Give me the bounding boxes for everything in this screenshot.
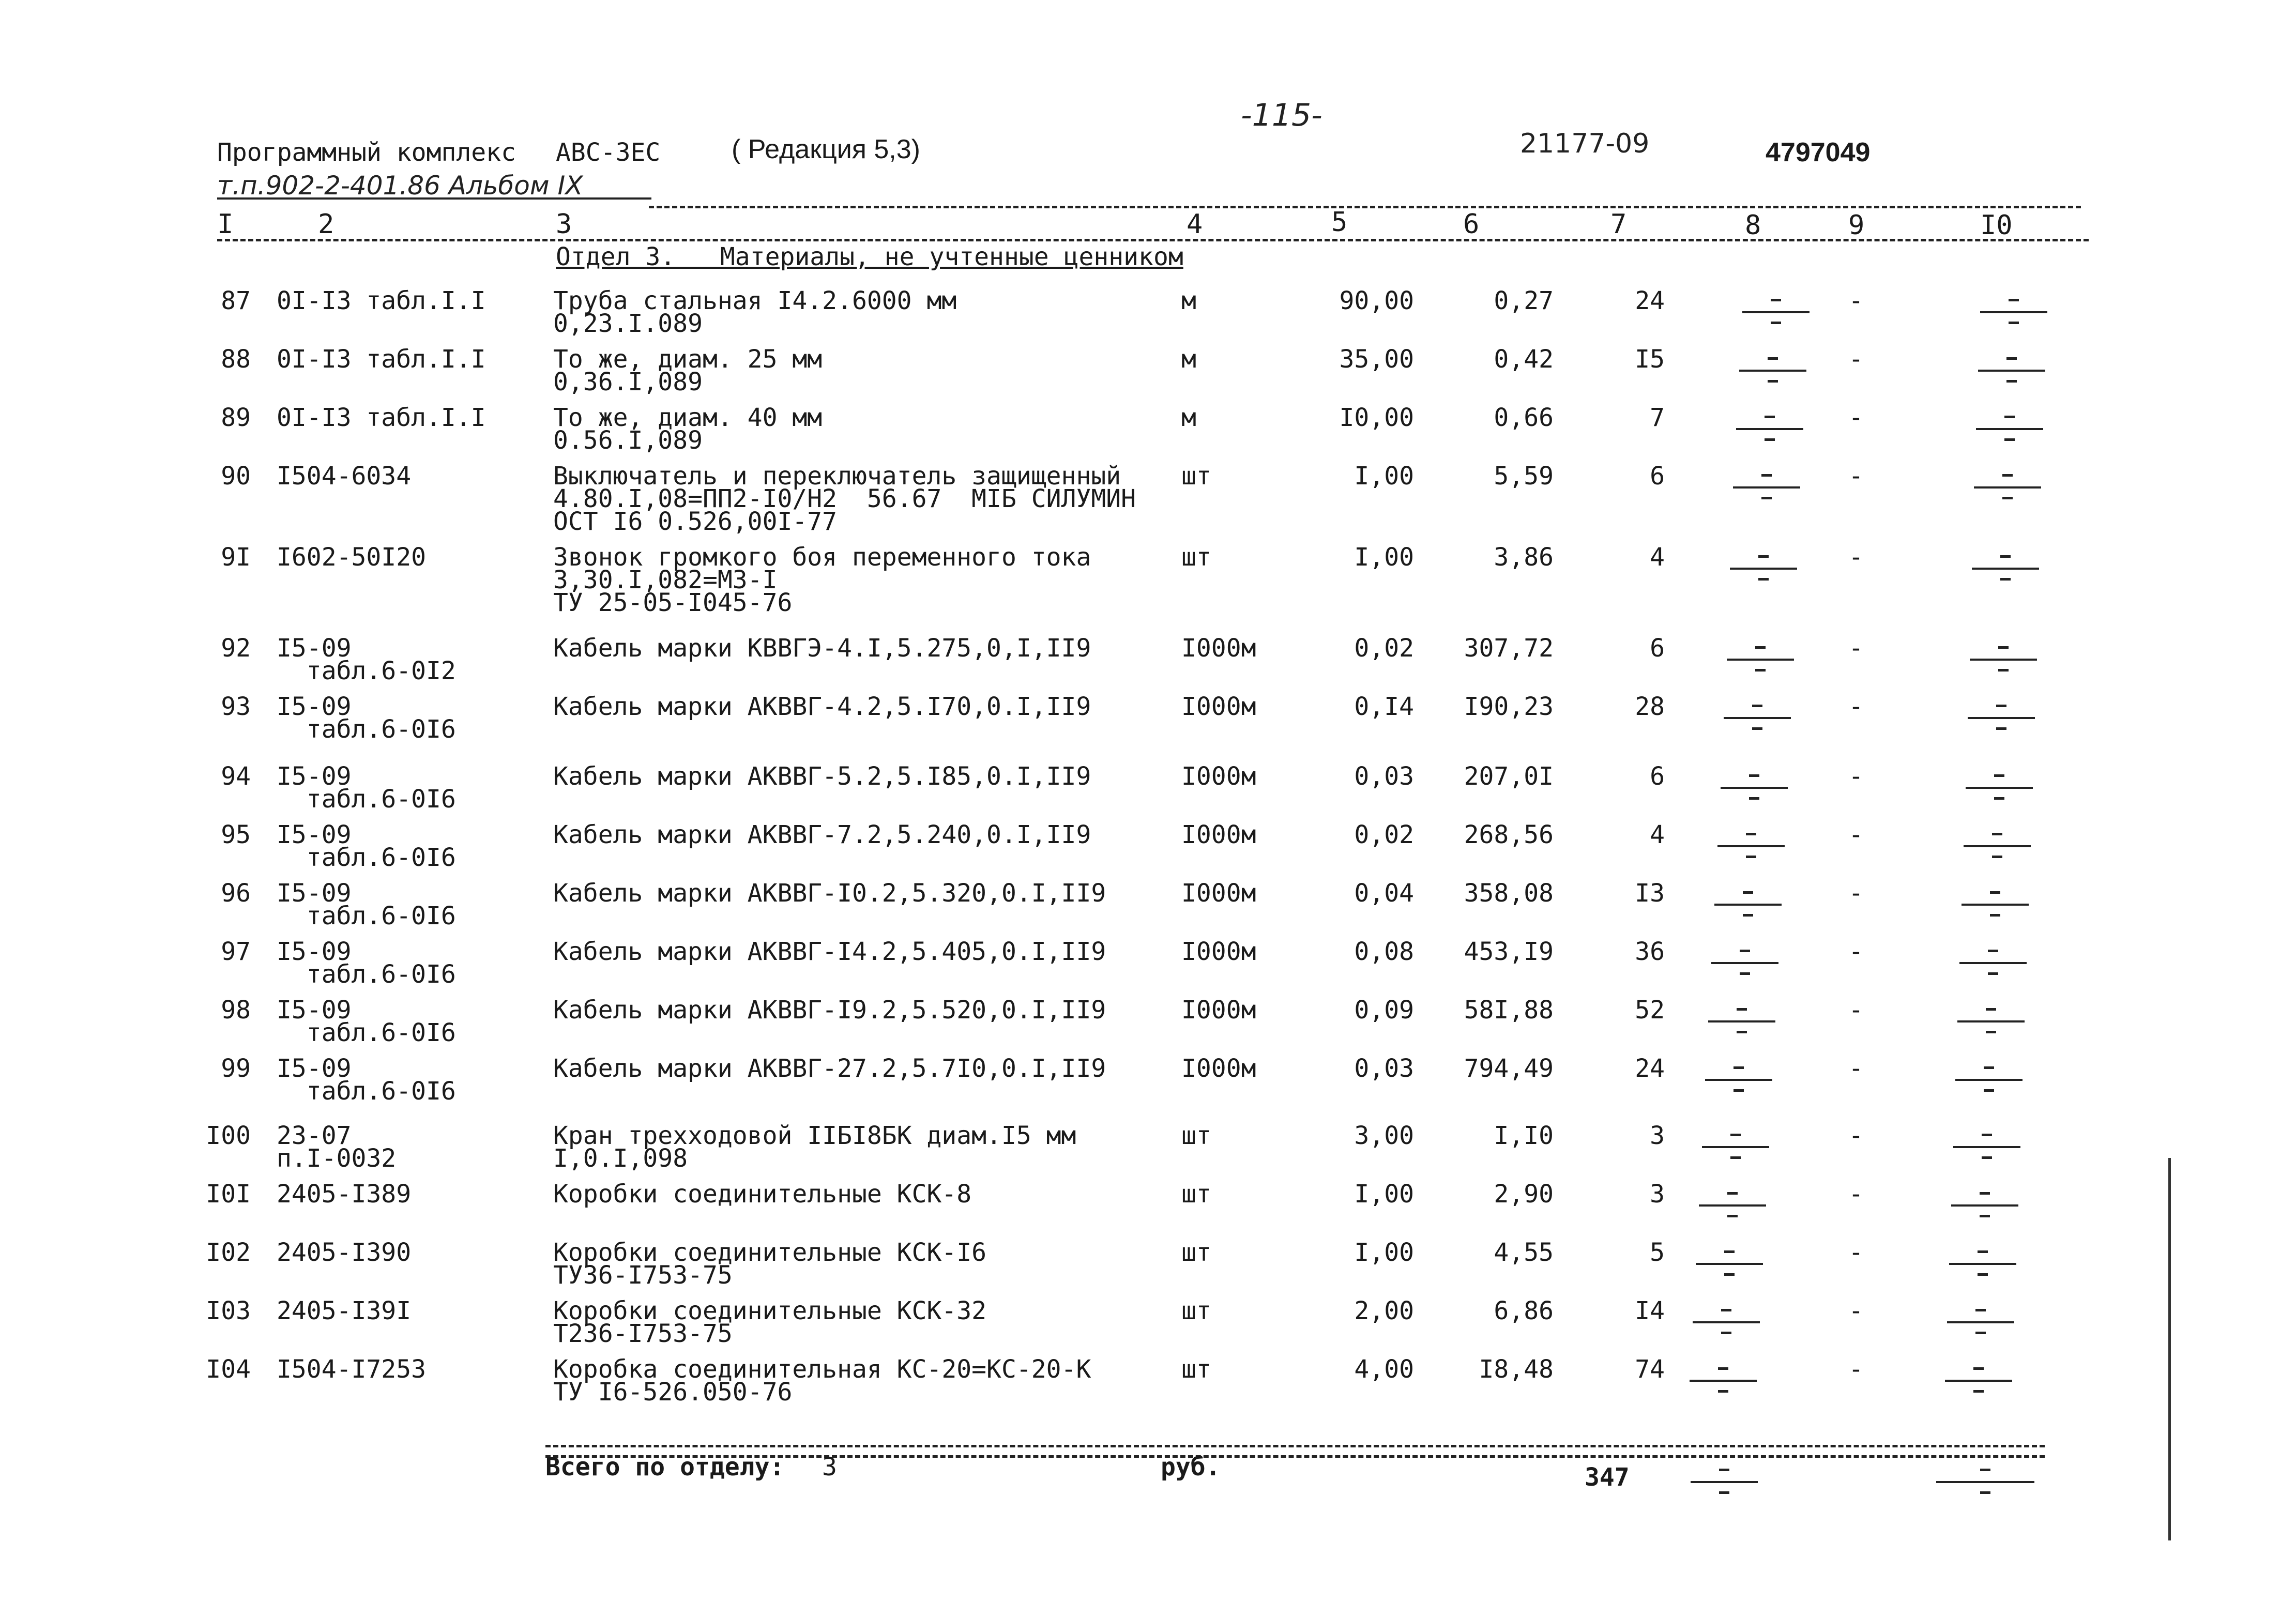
ditto-mark-col8 [1717,830,1785,861]
row-col9: - [1848,937,1864,966]
row-price: 5,59 [1494,462,1554,491]
row-quantity: 0,02 [1354,820,1414,849]
margin-edge-line [2168,1158,2171,1540]
table-row [0,879,2296,940]
ditto-mark-col8 [1696,1247,1763,1278]
ditto-mark-col10 [1959,947,2027,978]
row-cost: 52 [1635,996,1665,1025]
row-col9: - [1848,543,1864,572]
ditto-mark-col10 [1980,296,2047,327]
program-label: Программный комплекс [217,138,516,167]
row-quantity: 0,03 [1354,762,1414,791]
row-quantity: 0,03 [1354,1054,1414,1083]
row-col9: - [1848,762,1864,791]
system-label: АВС-3ЕС [556,138,661,167]
row-unit: м [1181,345,1196,374]
row-quantity: 35,00 [1339,345,1414,374]
row-code: I5-09 табл.6-0I6 [277,937,456,989]
row-col9: - [1848,286,1864,315]
row-code: I602-50I20 [277,543,426,572]
row-unit: I000м [1181,879,1256,908]
ditto-mark-col8 [1690,1364,1757,1395]
row-quantity: 0,04 [1354,879,1414,908]
row-number: I03 [206,1296,251,1325]
row-unit: I000м [1181,634,1256,663]
row-code: I5-09 табл.6-0I6 [277,879,456,930]
total-label: Всего по отделу: [545,1453,785,1482]
ditto-mark-col8 [1733,471,1800,502]
row-unit: I000м [1181,762,1256,791]
row-col9: - [1848,1121,1864,1150]
ditto-mark-col8 [1705,1063,1772,1094]
inventory-number: 4797049 [1766,138,1871,167]
row-unit: I000м [1181,1054,1256,1083]
table-row [0,692,2296,753]
row-material-name: То же, диам. 40 мм 0.56.I,089 [553,403,823,455]
row-number: 87 [221,286,251,315]
row-quantity: 2,00 [1354,1296,1414,1325]
row-price: 207,0I [1464,762,1554,791]
row-cost: 4 [1650,820,1665,849]
table-row [0,462,2296,536]
ditto-mark-col10 [1964,830,2031,861]
row-col9: - [1848,879,1864,908]
row-quantity: I,00 [1354,1180,1414,1209]
ditto-mark-col8 [1714,888,1782,919]
row-col9: - [1848,1296,1864,1325]
header-bottom-rule [217,239,2089,241]
row-cost: 74 [1635,1355,1665,1384]
row-material-name: Кабель марки АКВВГ-I4.2,5.405,0.I,II9 [553,937,1106,966]
ditto-mark-col10 [1962,888,2029,919]
edition-label: ( Редакция 5,3) [732,134,920,164]
ditto-mark-col10 [1974,471,2041,502]
row-number: 89 [221,403,251,432]
table-row [0,1355,2296,1416]
table-row [0,996,2296,1057]
row-code: I5-09 табл.6-0I6 [277,762,456,814]
row-unit: I000м [1181,996,1256,1025]
ditto-mark-col10 [1953,1131,2020,1162]
row-quantity: 3,00 [1354,1121,1414,1150]
col-header-8: 8 [1745,210,1761,241]
row-unit: I000м [1181,692,1256,721]
col-header-7: 7 [1610,209,1627,240]
section-title: Отдел 3. Материалы, не учтенные ценником [556,242,1183,271]
ditto-mark-col8 [1702,1131,1769,1162]
row-code: I5-09 табл.6-0I6 [277,996,456,1047]
row-cost: 5 [1650,1238,1665,1267]
row-cost: 6 [1650,634,1665,663]
row-unit: шт [1181,1121,1211,1150]
row-number: 97 [221,937,251,966]
total-ditto-col8 [1691,1466,1758,1497]
doc-code: 21177-09 [1520,128,1650,159]
row-number: I0I [206,1180,251,1209]
row-number: 88 [221,345,251,374]
table-row [0,937,2296,998]
row-material-name: Кабель марки АКВВГ-4.2,5.I70,0.I,II9 [553,692,1091,721]
row-price: 2,90 [1494,1180,1554,1209]
table-row [0,345,2296,406]
row-code: I5-09 табл.6-0I6 [277,820,456,872]
table-row [0,820,2296,881]
table-row [0,543,2296,617]
total-unit: руб. [1161,1453,1221,1482]
table-row [0,1180,2296,1241]
row-code: 0I-I3 табл.I.I [277,403,486,432]
row-material-name: Коробки соединительные КСК-32 Т236-I753-75 [553,1296,987,1348]
row-cost: I5 [1635,345,1665,374]
row-price: 268,56 [1464,820,1554,849]
row-material-name: Кран трехходовой IIБI8БК диам.I5 мм I,0.I,098 [553,1121,1076,1173]
row-quantity: 0,02 [1354,634,1414,663]
col-header-10: I0 [1980,210,2013,241]
row-col9: - [1848,1180,1864,1209]
row-unit: I000м [1181,820,1256,849]
row-quantity: 4,00 [1354,1355,1414,1384]
ditto-mark-col10 [1966,771,2033,802]
ditto-mark-col8 [1699,1189,1766,1220]
ditto-mark-col10 [1957,1005,2025,1036]
col-header-4: 4 [1187,209,1203,240]
row-cost: I4 [1635,1296,1665,1325]
row-number: 9I [221,543,251,572]
row-price: 794,49 [1464,1054,1554,1083]
ditto-mark-col10 [1949,1247,2016,1278]
row-number: 93 [221,692,251,721]
row-number: 98 [221,996,251,1025]
row-price: 358,08 [1464,879,1554,908]
ditto-mark-col10 [1947,1306,2014,1337]
row-cost: 24 [1635,286,1665,315]
table-row [0,762,2296,823]
row-quantity: 0,08 [1354,937,1414,966]
table-row [0,1054,2296,1115]
row-unit: м [1181,286,1196,315]
row-material-name: Выключатель и переключатель защищенный 4.80.I,08=ПП2-I0/Н2 56.67 МІБ СИЛУМИН ОСТ I6 0.526,00I-77 [553,462,1136,536]
col-header-1: I [217,209,234,240]
row-code: 2405-I39I [277,1296,412,1325]
row-code: I504-I7253 [277,1355,426,1384]
row-cost: 3 [1650,1180,1665,1209]
row-price: I,I0 [1494,1121,1554,1150]
row-col9: - [1848,345,1864,374]
ditto-mark-col10 [1968,701,2035,732]
row-number: 90 [221,462,251,491]
row-cost: 36 [1635,937,1665,966]
row-material-name: Коробки соединительные КСК-8 [553,1180,972,1209]
ditto-mark-col8 [1721,771,1788,802]
ditto-mark-col8 [1727,643,1794,674]
row-price: I8,48 [1479,1355,1554,1384]
total-ditto-col10 [1936,1466,2034,1497]
row-material-name: Кабель марки АКВВГ-I0.2,5.320,0.I,II9 [553,879,1106,908]
row-number: 96 [221,879,251,908]
row-unit: шт [1181,1355,1211,1384]
row-cost: 28 [1635,692,1665,721]
row-price: 58I,88 [1464,996,1554,1025]
total-cost: 347 [1585,1463,1630,1492]
col-header-9: 9 [1848,210,1865,241]
row-quantity: I,00 [1354,543,1414,572]
ditto-mark-col10 [1951,1189,2018,1220]
row-material-name: Кабель марки АКВВГ-27.2,5.7I0,0.I,II9 [553,1054,1106,1083]
row-code: I5-09 табл.6-0I6 [277,692,456,744]
album-underline [217,197,651,200]
row-unit: м [1181,403,1196,432]
row-col9: - [1848,1355,1864,1384]
row-col9: - [1848,1238,1864,1267]
row-material-name: Кабель марки АКВВГ-5.2,5.I85,0.I,II9 [553,762,1091,791]
ditto-mark-col8 [1711,947,1778,978]
ditto-mark-col8 [1724,701,1791,732]
row-unit: шт [1181,1296,1211,1325]
row-number: 94 [221,762,251,791]
row-material-name: Кабель марки АКВВГ-7.2,5.240,0.I,II9 [553,820,1091,849]
row-cost: 3 [1650,1121,1665,1150]
header-top-rule [649,206,2081,208]
row-col9: - [1848,1054,1864,1083]
ditto-mark-col10 [1955,1063,2023,1094]
row-cost: 4 [1650,543,1665,572]
total-rule [545,1445,2045,1447]
row-quantity: I0,00 [1339,403,1414,432]
ditto-mark-col10 [1945,1364,2012,1395]
table-row [0,403,2296,464]
row-unit: I000м [1181,937,1256,966]
row-material-name: Звонок громкого боя переменного тока 3,30.I,082=М3-I ТУ 25-05-I045-76 [553,543,1091,617]
row-price: 307,72 [1464,634,1554,663]
ditto-mark-col8 [1742,296,1810,327]
ditto-mark-col8 [1730,552,1797,583]
row-col9: - [1848,820,1864,849]
row-price: 0,27 [1494,286,1554,315]
row-price: I90,23 [1464,692,1554,721]
row-quantity: 0,I4 [1354,692,1414,721]
col-header-3: 3 [556,209,572,240]
table-row [0,1121,2296,1182]
row-quantity: I,00 [1354,462,1414,491]
row-code: 2405-I389 [277,1180,412,1209]
ditto-mark-col8 [1739,354,1806,385]
ditto-mark-col8 [1693,1306,1760,1337]
row-material-name: Кабель марки КВВГЭ-4.I,5.275,0,I,II9 [553,634,1091,663]
ditto-mark-col10 [1970,643,2037,674]
table-row [0,634,2296,695]
row-cost: I3 [1635,879,1665,908]
row-unit: шт [1181,543,1211,572]
row-price: 0,66 [1494,403,1554,432]
ditto-mark-col8 [1708,1005,1775,1036]
row-quantity: 0,09 [1354,996,1414,1025]
row-cost: 6 [1650,462,1665,491]
row-unit: шт [1181,462,1211,491]
table-row [0,1296,2296,1357]
row-code: 0I-I3 табл.I.I [277,286,486,315]
row-unit: шт [1181,1238,1211,1267]
col-header-5: 5 [1331,207,1348,238]
row-price: 0,42 [1494,345,1554,374]
row-material-name: Коробки соединительные КСК-I6 ТУ36-I753-75 [553,1238,987,1290]
row-col9: - [1848,634,1864,663]
ditto-mark-col10 [1972,552,2039,583]
row-quantity: 90,00 [1339,286,1414,315]
row-number: I00 [206,1121,251,1150]
row-number: 92 [221,634,251,663]
row-price: 6,86 [1494,1296,1554,1325]
row-number: I04 [206,1355,251,1384]
ditto-mark-col8 [1736,413,1803,444]
row-col9: - [1848,996,1864,1025]
table-row [0,286,2296,347]
row-code: 23-07 п.I-0032 [277,1121,397,1173]
row-price: 453,I9 [1464,937,1554,966]
row-material-name: Кабель марки АКВВГ-I9.2,5.520,0.I,II9 [553,996,1106,1025]
page-number: -115- [1241,97,1322,133]
col-header-6: 6 [1463,209,1480,240]
row-number: 99 [221,1054,251,1083]
row-material-name: Коробка соединительная КС-20=КС-20-К ТУ I6-526.050-76 [553,1355,1091,1407]
row-code: I5-09 табл.6-0I2 [277,634,456,685]
row-cost: 24 [1635,1054,1665,1083]
row-price: 3,86 [1494,543,1554,572]
row-material-name: То же, диам. 25 мм 0,36.I,089 [553,345,823,396]
row-cost: 7 [1650,403,1665,432]
row-quantity: I,00 [1354,1238,1414,1267]
row-price: 4,55 [1494,1238,1554,1267]
album-reference: т.п.902-2-401.86 Альбом IX [217,171,583,201]
row-unit: шт [1181,1180,1211,1209]
row-col9: - [1848,462,1864,491]
row-code: 2405-I390 [277,1238,412,1267]
ditto-mark-col10 [1976,413,2043,444]
row-material-name: Труба стальная I4.2.6000 мм 0,23.I.089 [553,286,957,338]
col-header-2: 2 [318,209,334,240]
row-col9: - [1848,692,1864,721]
row-code: 0I-I3 табл.I.I [277,345,486,374]
row-cost: 6 [1650,762,1665,791]
ditto-mark-col10 [1978,354,2045,385]
row-number: I02 [206,1238,251,1267]
row-code: I5-09 табл.6-0I6 [277,1054,456,1106]
row-col9: - [1848,403,1864,432]
row-code: I504-6034 [277,462,412,491]
total-section: 3 [822,1453,837,1482]
table-row [0,1238,2296,1299]
row-number: 95 [221,820,251,849]
